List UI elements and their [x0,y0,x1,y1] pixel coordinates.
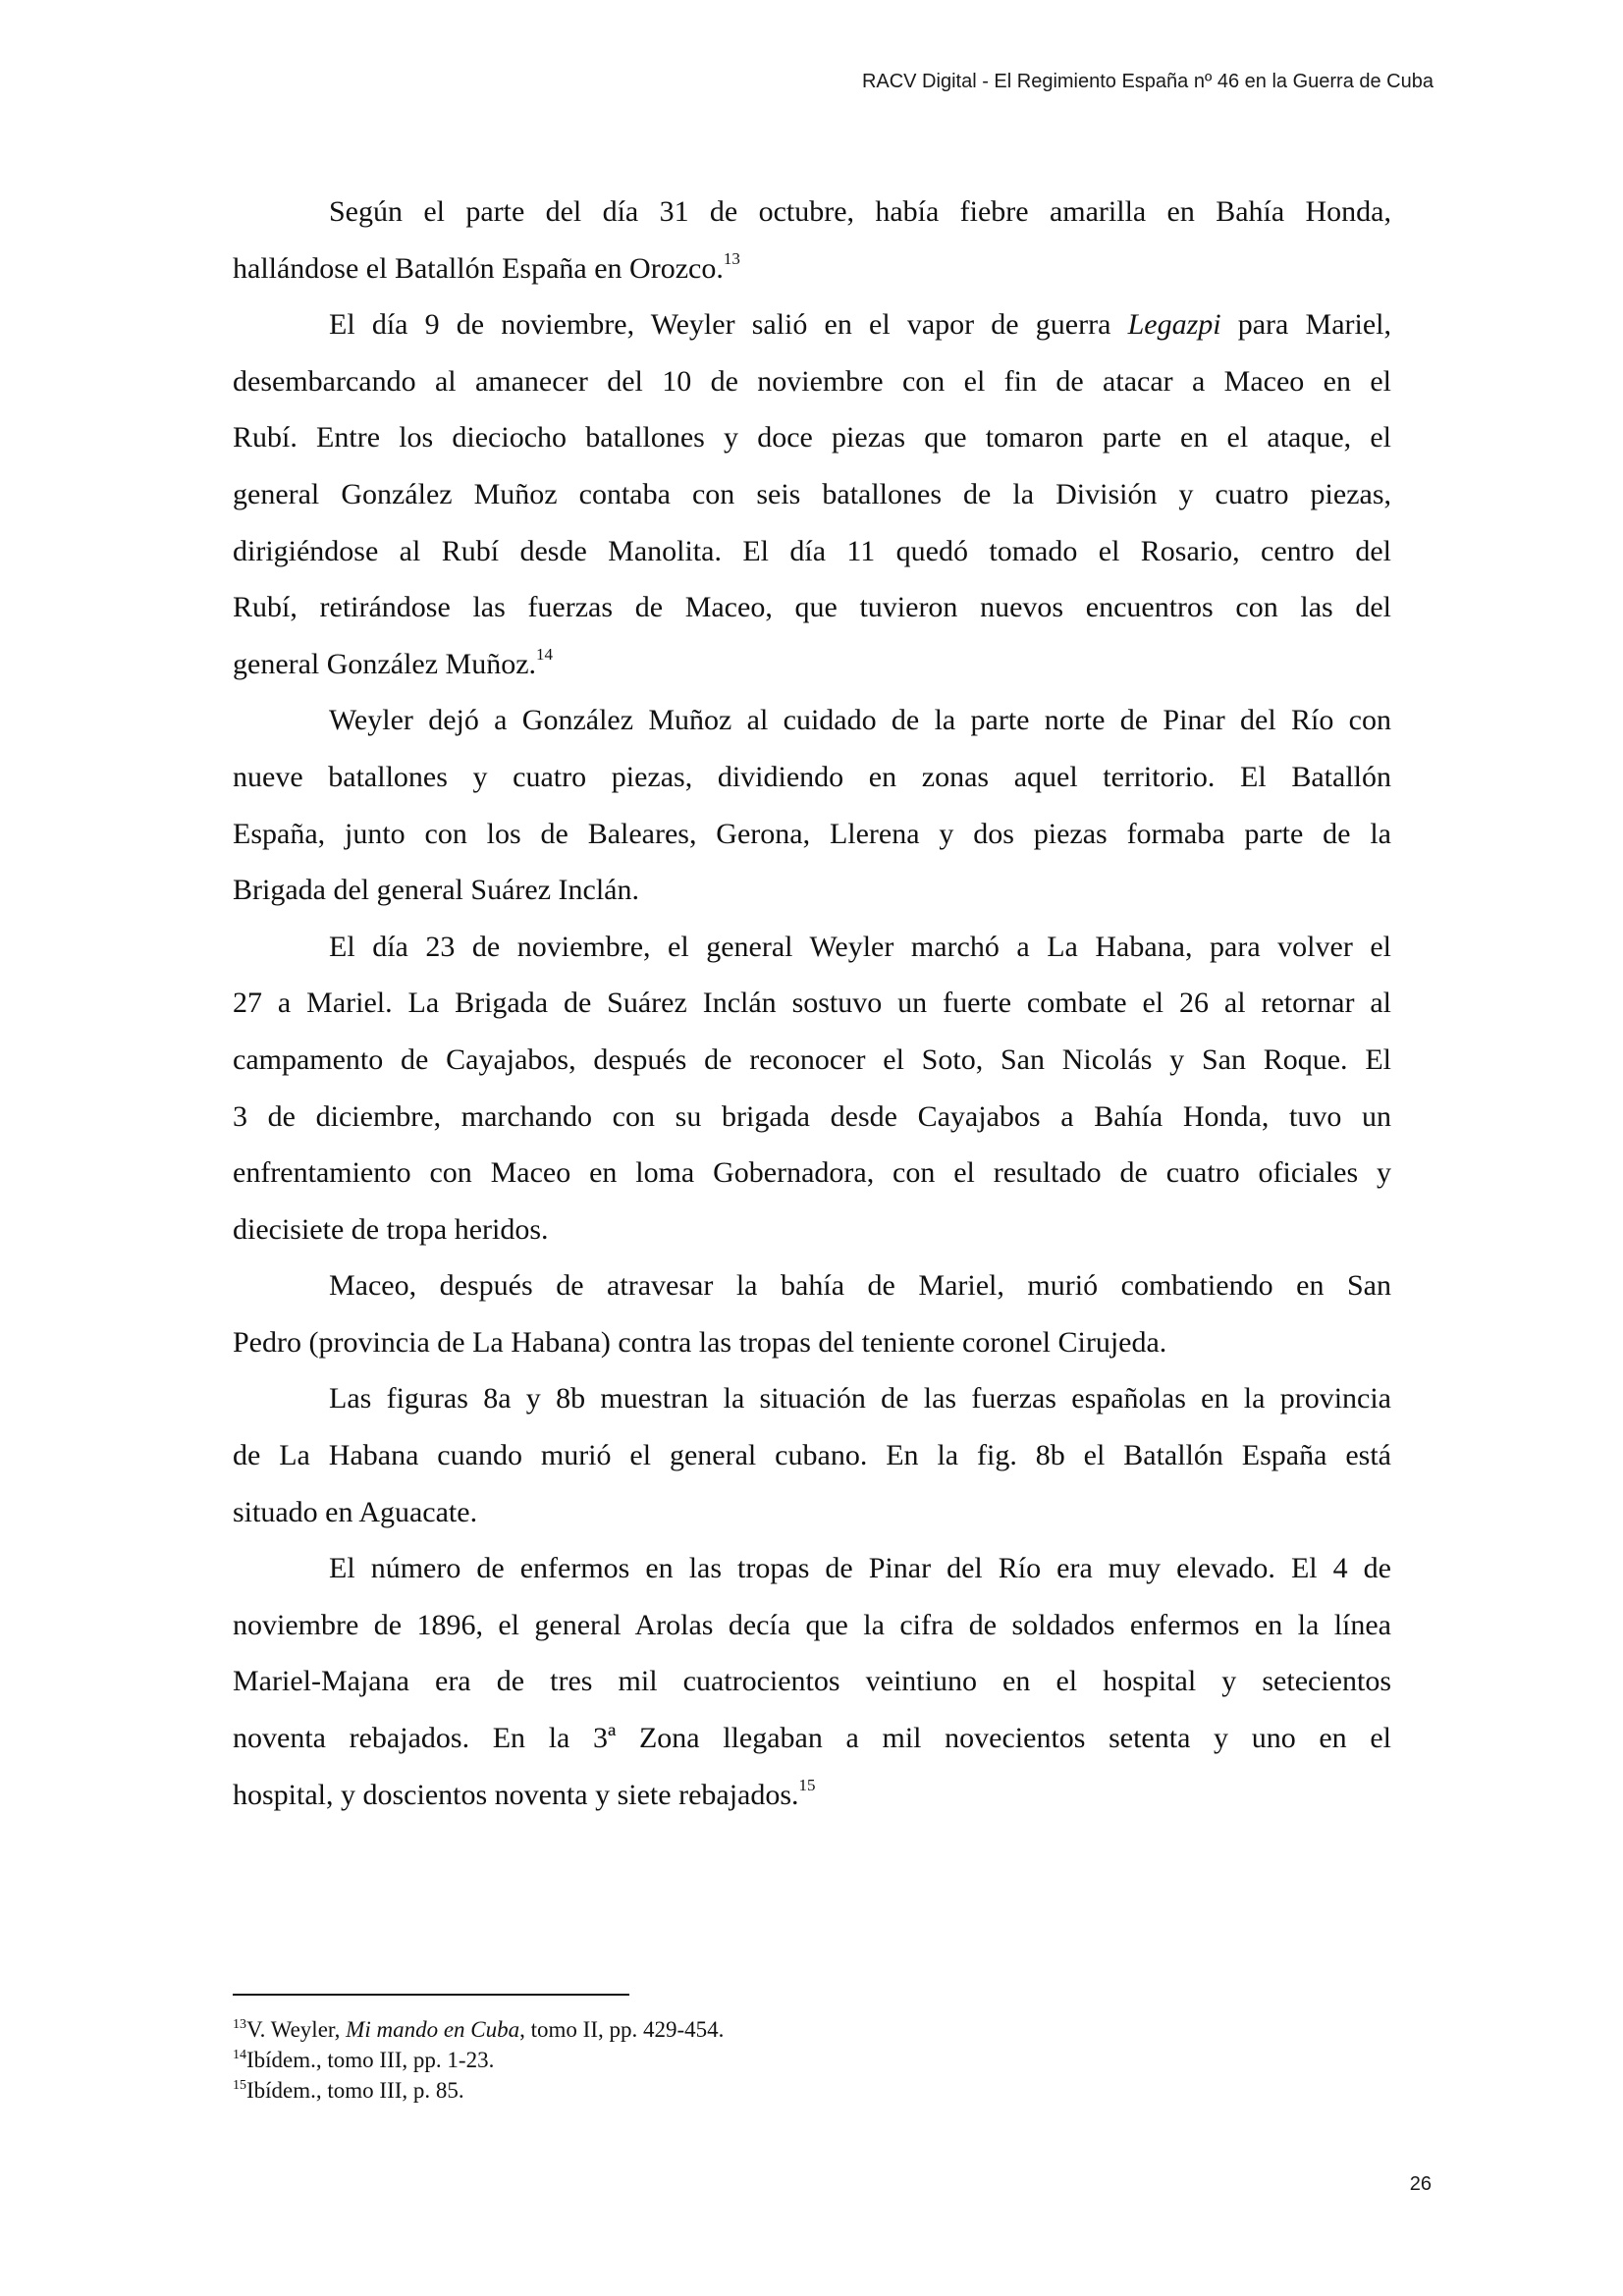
paragraph [233,1547,1391,1830]
paragraph [233,699,1391,925]
running-header: RACV Digital - El Regimiento España nº 46 en la Guerra de Cuba [861,71,1434,92]
footnote [233,2016,724,2047]
text-line: campamento de Cayajabos, después de reconocer el Soto, San Nicolás y San Roque. El [233,1042,1391,1076]
text-line: desembarcando al amanecer del 10 de noviembre con el fin de atacar a Maceo en el [233,364,1391,398]
text-line-content: hospital, y doscientos noventa y siete rebajados. [233,1778,799,1811]
text-line-content: El día 9 de noviembre, Weyler salió en el vapor de guerra [329,308,1128,342]
text-line: Mariel-Majana era de tres mil cuatrocientos veintiuno en el hospital y setecientos [233,1665,1391,1698]
footnote-text: Ibídem., tomo III, p. 85. [246,2078,464,2103]
paragraph [233,926,1391,1265]
text-line [233,303,1391,360]
text-line: 27 a Mariel. La Brigada de Suárez Inclán sostuvo un fuerte combate el 26 al retornar al [233,987,1391,1020]
footnote-ref[interactable]: 15 [798,1775,816,1794]
text-line: Maceo, después de atravesar la bahía de Mariel, murió combatiendo en San [329,1269,1391,1303]
text-line: El día 23 de noviembre, el general Weyler marchó a La Habana, para volver el [329,930,1391,963]
text-line: situado en Aguacate. [233,1495,478,1528]
footnote [233,2077,724,2108]
text-line-content: para Mariel, [1220,308,1391,342]
text-line-content: general González Muñoz. [233,647,537,680]
footnote-text: V. Weyler, [246,2017,347,2042]
footnote-ref[interactable]: 14 [536,644,554,664]
text-line [233,247,1391,304]
text-line: Weyler dejó a González Muñoz al cuidado de la parte norte de Pinar del Río con [329,704,1391,737]
footnote-ref[interactable]: 13 [723,248,740,268]
paragraph [233,1377,1391,1547]
text-line: Las figuras 8a y 8b muestran la situación de las fuerzas españolas en la provincia [329,1382,1391,1415]
text-line: Rubí, retirándose las fuerzas de Maceo, que tuvieron nuevos encuentros con las del [233,591,1391,624]
text-line: Según el parte del día 31 de octubre, había fiebre amarilla en Bahía Honda, [329,195,1391,228]
text-line: general González Muñoz contaba con seis batallones de la División y cuatro piezas, [233,477,1391,510]
footnotes [233,2016,724,2108]
page-number: 26 [1409,2173,1432,2195]
text-line: Brigada del general Suárez Inclán. [233,874,639,907]
footnote-book-title: Mi mando en Cuba [346,2017,520,2042]
ship-name: Legazpi [1127,308,1221,342]
paragraph [233,303,1391,699]
footnote-text: Ibídem., tomo III, pp. 1-23. [246,2048,495,2072]
paragraph [233,190,1391,303]
text-line: Rubí. Entre los dieciocho batallones y doce piezas que tomaron parte en el ataque, el [233,421,1391,454]
text-line: nueve batallones y cuatro piezas, dividiendo en zonas aquel territorio. El Batallón [233,760,1391,793]
text-line: dirigiéndose al Rubí desde Manolita. El día 11 quedó tomado el Rosario, centro del [233,534,1391,567]
text-line: Pedro (provincia de La Habana) contra las tropas del teniente coronel Cirujeda. [233,1325,1167,1359]
text-line: España, junto con los de Baleares, Gerona, Llerena y dos piezas formaba parte de la [233,817,1391,850]
text-line [233,643,1391,700]
footnote-text: , tomo II, pp. 429-454. [519,2017,725,2042]
text-line: noventa rebajados. En la 3ª Zona llegaban a mil novecientos setenta y uno en el [233,1722,1391,1755]
text-line-content: hallándose el Batallón España en Orozco. [233,251,724,285]
paragraph [233,1264,1391,1377]
text-line: diecisiete de tropa heridos. [233,1212,549,1246]
text-line: noviembre de 1896, el general Arolas decía que la cifra de soldados enfermos en la línea [233,1608,1391,1641]
text-line [233,1774,1391,1831]
text-line: 3 de diciembre, marchando con su brigada desde Cayajabos a Bahía Honda, tuvo un [233,1099,1391,1133]
text-line: enfrentamiento con Maceo en loma Gobernadora, con el resultado de cuatro oficiales y [233,1156,1391,1190]
footnote-number: 15 [233,2078,246,2093]
text-line: El número de enfermos en las tropas de Pinar del Río era muy elevado. El 4 de [329,1552,1391,1585]
text-line: de La Habana cuando murió el general cubano. En la fig. 8b el Batallón España está [233,1439,1391,1472]
footnote [233,2047,724,2077]
footnote-separator [233,1994,629,1996]
footnote-number: 14 [233,2048,246,2062]
body-text [233,190,1391,1830]
footnote-number: 13 [233,2017,246,2032]
